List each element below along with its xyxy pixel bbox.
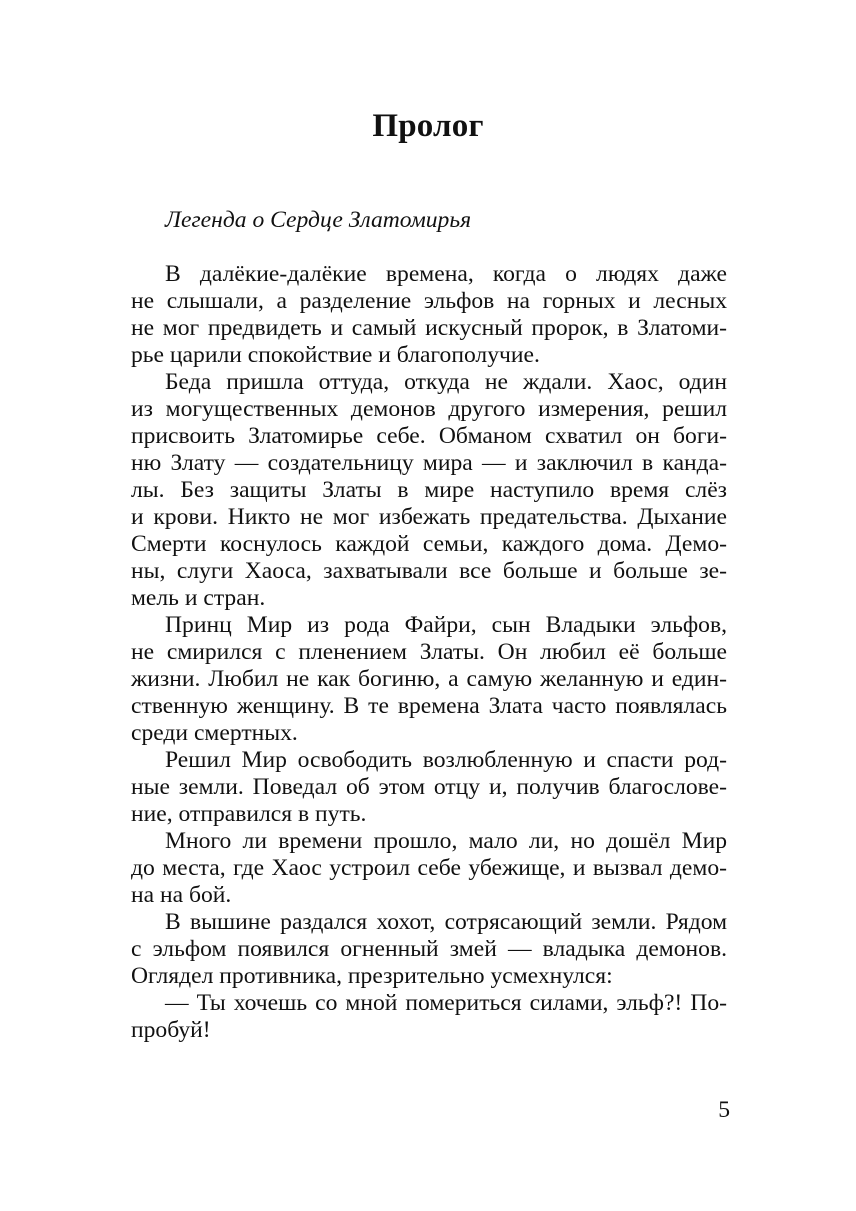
body-text [131,207,727,1044]
text-line: мель и стран. [131,585,266,611]
page-number: 5 [718,1097,730,1123]
text-line: рье царили спокойствие и благополучие. [131,342,540,368]
text-line: среди смертных. [131,720,298,746]
text-line: жизни. Любил не как богиню, а самую желанную и един- [131,666,727,692]
text-line: из могущественных демонов другого измерения, решил [131,396,727,422]
text-line: не смирился с пленением Златы. Он любил её больше [131,639,727,665]
text-line: присвоить Златомирье себе. Обманом схватил он боги- [131,423,727,449]
text-line: не слышали, а разделение эльфов на горных и лесных [131,288,727,314]
text-line: до места, где Хаос устроил себе убежище, и вызвал демо- [131,855,727,881]
text-line: Оглядел противника, презрительно усмехнулся: [131,963,613,989]
chapter-title: Пролог [372,108,484,144]
text-line: ственную женщину. В те времена Злата часто появлялась [131,693,727,719]
text-line: ню Злату — создательницу мира — и заключил в канда- [131,450,727,476]
text-line: — Ты хочешь со мной помериться силами, эльф?! По- [165,990,727,1016]
text-line: Решил Мир освободить возлюбленную и спасти род- [165,747,727,773]
text-line: и крови. Никто не мог избежать предательства. Дыхание [131,504,727,530]
paragraph-lines [131,261,727,1044]
text-line: ны, слуги Хаоса, захватывали все больше и больше зе- [131,558,727,584]
text-line: ние, отправился в путь. [131,801,367,827]
epigraph: Легенда о Сердце Златомирья [165,207,472,233]
text-line: Беда пришла оттуда, откуда не ждали. Хаос, один [165,369,727,395]
text-line: не мог предвидеть и самый искусный пророк, в Златоми- [131,315,727,341]
text-line: В далёкие-далёкие времена, когда о людях даже [165,261,727,287]
text-line: ные земли. Поведал об этом отцу и, получив благослове- [131,774,727,800]
text-line: с эльфом появился огненный змей — владыка демонов. [131,936,727,962]
text-line: Принц Мир из рода Файри, сын Владыки эльфов, [165,612,727,638]
text-line: Смерти коснулось каждой семьи, каждого дома. Демо- [131,531,727,557]
text-line: на на бой. [131,882,232,908]
text-line: лы. Без защиты Златы в мире наступило время слёз [131,477,727,503]
text-line: Много ли времени прошло, мало ли, но дошёл Мир [165,828,727,854]
text-line: В вышине раздался хохот, сотрясающий земли. Рядом [165,909,727,935]
text-line: пробуй! [131,1017,211,1043]
